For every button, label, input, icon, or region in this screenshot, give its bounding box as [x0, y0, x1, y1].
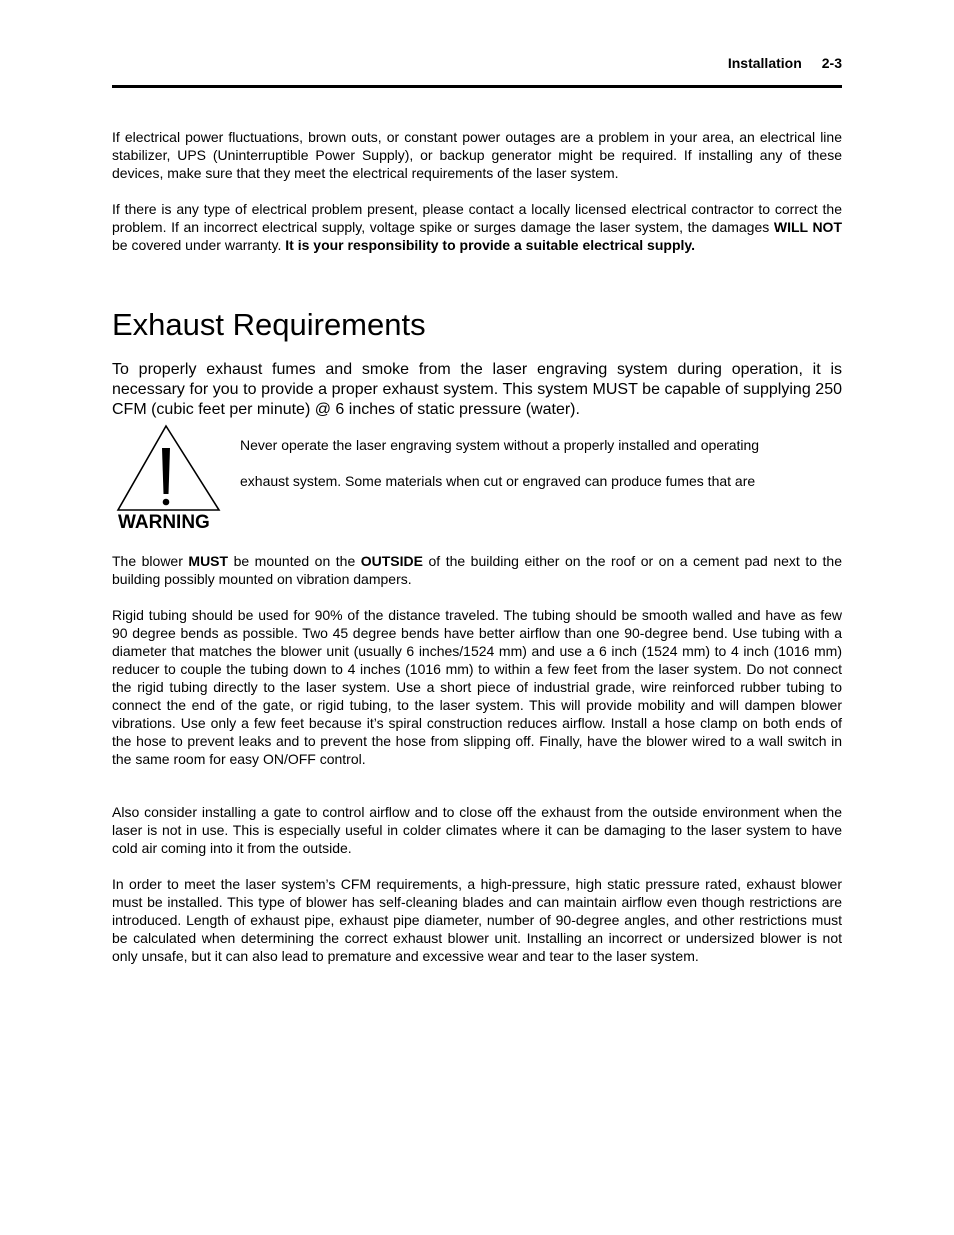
intro-paragraph-1: If electrical power fluctuations, brown outs, or constant power outages are a problem in your area, an electrical line stabilizer, UPS (Uninterruptible Power Supply), or backup generator might be required. If installing any of these devices, make sure that they meet the electrical requirements of the laser system.	[112, 129, 842, 181]
warning-text-line-2: exhaust system. Some materials when cut or engraved can produce fumes that are	[240, 473, 756, 489]
p2-bold-responsibility: It is your responsibility to provide a suitable electrical supply.	[285, 237, 696, 253]
tubing-paragraph: Rigid tubing should be used for 90% of the distance traveled. The tubing should be smooth walled and have as few 90 degree bends as possible. Two 45 degree bends have better airflow than one 90-degree bend. Use tubing with a diameter that matches the blower unit (usually 6 inches/1524 mm) and use a 6 inch (1524 mm) to 4 inch (1016 mm) reducer to couple the tubing down to 4 inches (1016 mm) to within a few feet from the laser system. Do not connect the rigid tubing directly to the laser system. Use a short piece of industrial grade, wire reinforced rubber tubing to connect the end of the gate, or rigid tubing, to the laser system. This will provide mobility and will dampen blower vibrations. Use only a few feet because it’s spiral construction reduces airflow. Install a hose clamp on both ends of the hose to prevent leaks and to prevent the hose from slipping off. Finally, have the blower wired to a wall switch in the same room for easy ON/OFF control.	[112, 607, 842, 767]
header-section: Installation	[727, 55, 802, 71]
intro-paragraph-2	[112, 200, 842, 254]
gate-paragraph: Also consider installing a gate to control airflow and to close off the exhaust from the outside environment when the laser is not in use. This is especially useful in colder climates where it can be damaging to the laser system to have cold air coming into it from the outside.	[112, 804, 842, 856]
cfm-paragraph: In order to meet the laser system’s CFM requirements, a high-pressure, high static pressure rated, exhaust blower must be installed. This type of blower has self-cleaning blades and can maintain airflow even though restrictions are introduced. Length of exhaust pipe, exhaust pipe diameter, number of 90-degree angles, and other restrictions must be calculated when determining the correct exhaust blower unit. Installing an incorrect or undersized blower is not only unsafe, but it can also lead to premature and excessive wear and tear to the laser system.	[112, 876, 842, 964]
warning-label: WARNING	[118, 512, 210, 533]
p2-text-a: If there is any type of electrical problem present, please contact a locally licensed electrical contractor to correct the problem. If an incorrect electrical supply, voltage spike or surges damage the laser system, the damages	[112, 201, 842, 235]
blower-text-c: of the building either on the roof or on a cement pad next to the building possibly mounted on vibration dampers.	[112, 553, 842, 587]
section-heading: Exhaust Requirements	[112, 307, 426, 342]
warning-icon	[116, 424, 222, 534]
blower-bold-outside: OUTSIDE	[360, 553, 423, 569]
p2-text-b: be covered under warranty.	[112, 237, 286, 253]
section-lead-paragraph: To properly exhaust fumes and smoke from the laser engraving system during operation, it is necessary for you to provide a proper exhaust system. This system MUST be capable of supplying 250 CFM (cubic feet per minute) @ 6 inches of static pressure (water).	[112, 361, 842, 418]
header-rule	[112, 85, 842, 88]
p2-bold-will-not: WILL NOT	[773, 219, 842, 235]
blower-text-b: be mounted on the	[228, 553, 361, 569]
warning-text-line-1: Never operate the laser engraving system without a properly installed and operating	[240, 437, 760, 453]
running-header	[728, 55, 842, 71]
header-page-number: 2-3	[821, 55, 842, 71]
blower-bold-must: MUST	[188, 553, 229, 569]
blower-text-a: The blower	[112, 553, 189, 569]
blower-paragraph	[112, 552, 842, 588]
